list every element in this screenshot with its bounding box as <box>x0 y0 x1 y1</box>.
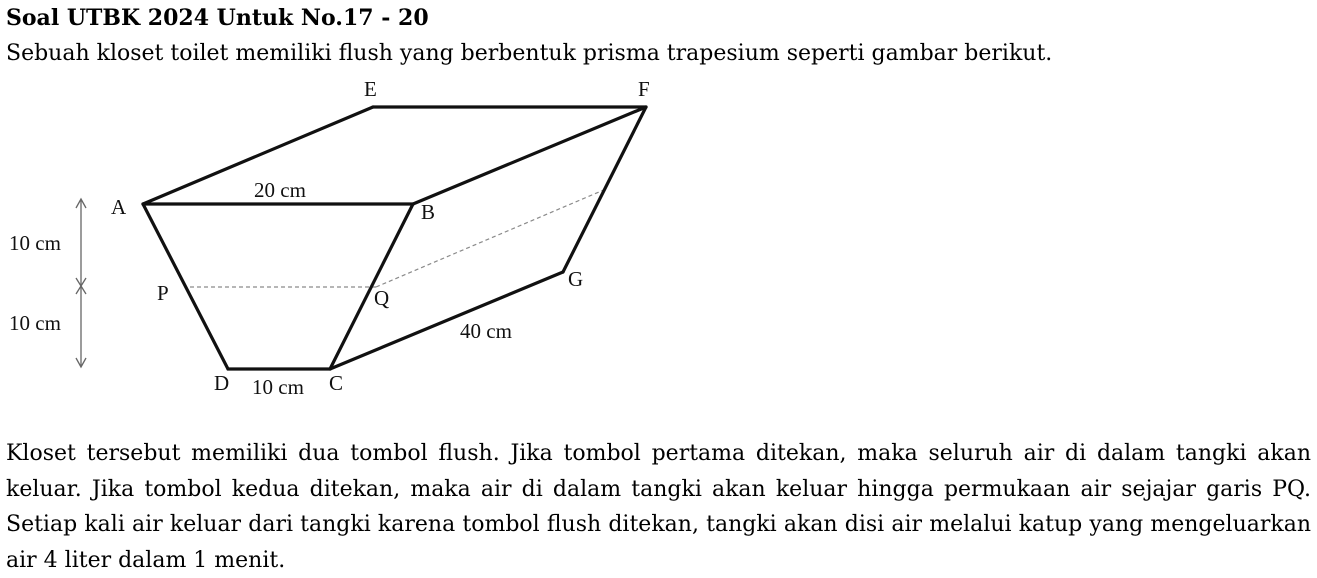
intro-text: Sebuah kloset toilet memiliki flush yang berbentuk prisma trapesium seperti gambar berikut. <box>6 41 1053 66</box>
trapezoid-prism-figure <box>0 70 662 400</box>
measure-lower-height: 10 cm <box>9 311 61 335</box>
vertex-b-label: B <box>421 200 436 224</box>
vertex-g-label: G <box>568 267 584 291</box>
vertex-f-label: F <box>638 77 650 101</box>
problem-paragraph: Kloset tersebut memiliki dua tombol flush. Jika tombol pertama ditekan, maka seluruh air di dalam tangki akan keluar. Jika tombol kedua ditekan, maka air di dalam tangki akan keluar hingga permukaan air sejajar garis PQ. Setiap kali air keluar dari tangki karena tombol flush ditekan, tangki akan disi air melalui katup yang mengeluarkan air 4 liter dalam 1 menit. <box>6 441 1311 573</box>
figure-background <box>0 70 660 398</box>
measure-top-edge: 20 cm <box>254 178 306 202</box>
vertex-a-label: A <box>111 195 127 219</box>
vertex-d-label: D <box>214 371 230 395</box>
measure-depth: 40 cm <box>460 319 512 343</box>
vertex-q-label: Q <box>374 286 390 310</box>
vertex-e-label: E <box>364 77 377 101</box>
vertex-p-label: P <box>157 281 169 305</box>
measure-upper-height: 10 cm <box>9 231 61 255</box>
measure-bottom-edge: 10 cm <box>252 375 304 399</box>
page-title: Soal UTBK 2024 Untuk No.17 - 20 <box>6 5 429 31</box>
vertex-c-label: C <box>329 371 344 395</box>
